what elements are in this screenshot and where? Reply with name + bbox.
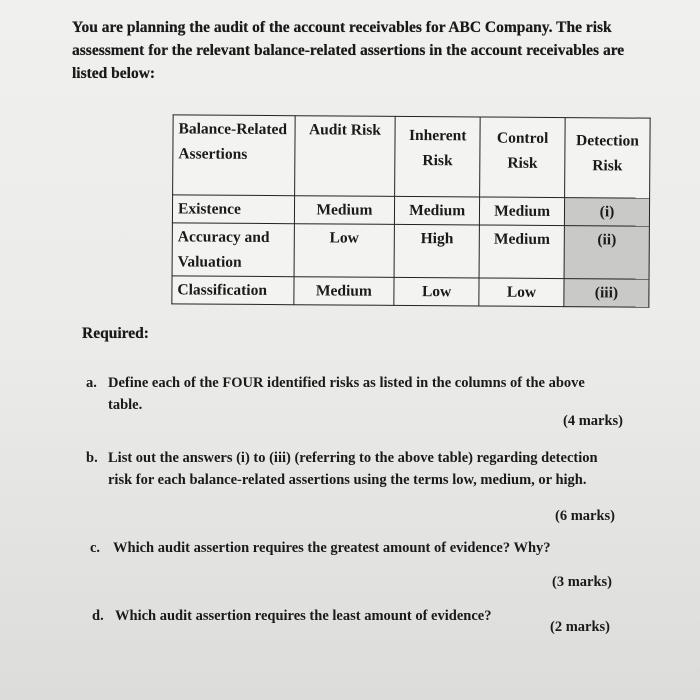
header-cell: Inherent Risk: [395, 116, 480, 197]
cell: Classification: [172, 276, 294, 305]
table-row: [172, 276, 649, 307]
cell: Existence: [172, 195, 294, 224]
cell: Low: [479, 278, 564, 307]
header-cell: Control Risk: [480, 117, 565, 198]
question-marks: (2 marks): [550, 619, 611, 635]
cell: Low: [394, 277, 479, 306]
header-cell: Balance-Related Assertions: [173, 115, 295, 196]
question-marks: (4 marks): [563, 413, 624, 429]
question-label: d.: [92, 608, 104, 624]
cell: High: [394, 224, 479, 278]
question-marks: (6 marks): [555, 508, 616, 524]
question-text: List out the answers (i) to (iii) (referring to the above table) regarding detection risk for each balance-related assertions using the terms low, medium, or high.: [108, 450, 598, 488]
question-text: Which audit assertion requires the greatest amount of evidence? Why?: [113, 540, 551, 556]
cell: (ii): [564, 226, 649, 280]
cell: Medium: [294, 196, 395, 225]
table-row: [172, 195, 649, 226]
intro-paragraph: You are planning the audit of the account receivables for ABC Company. The risk assessment for the relevant balance-related assertions in the account receivables are listed below:: [72, 19, 625, 82]
cell: (iii): [564, 279, 649, 308]
cell: Accuracy and Valuation: [172, 223, 294, 277]
question-text: Which audit assertion requires the least amount of evidence?: [115, 608, 492, 624]
cell: Low: [294, 224, 395, 278]
table-row: [172, 223, 649, 279]
risk-table: [171, 114, 650, 307]
cell: Medium: [480, 197, 565, 226]
question-text: Define each of the FOUR identified risks as listed in the columns of the above table.: [108, 375, 585, 413]
cell: Medium: [395, 196, 480, 225]
question-label: b.: [86, 450, 98, 466]
cell: Medium: [293, 277, 394, 306]
header-cell: Audit Risk: [294, 116, 395, 197]
table-header-row: [173, 115, 651, 198]
cell: Medium: [479, 225, 564, 279]
question-label: c.: [90, 540, 101, 556]
header-cell: Detection Risk: [565, 118, 651, 199]
question-label: a.: [86, 375, 97, 391]
question-marks: (3 marks): [552, 574, 613, 590]
cell: (i): [564, 198, 649, 227]
required-heading: Required:: [82, 325, 149, 342]
